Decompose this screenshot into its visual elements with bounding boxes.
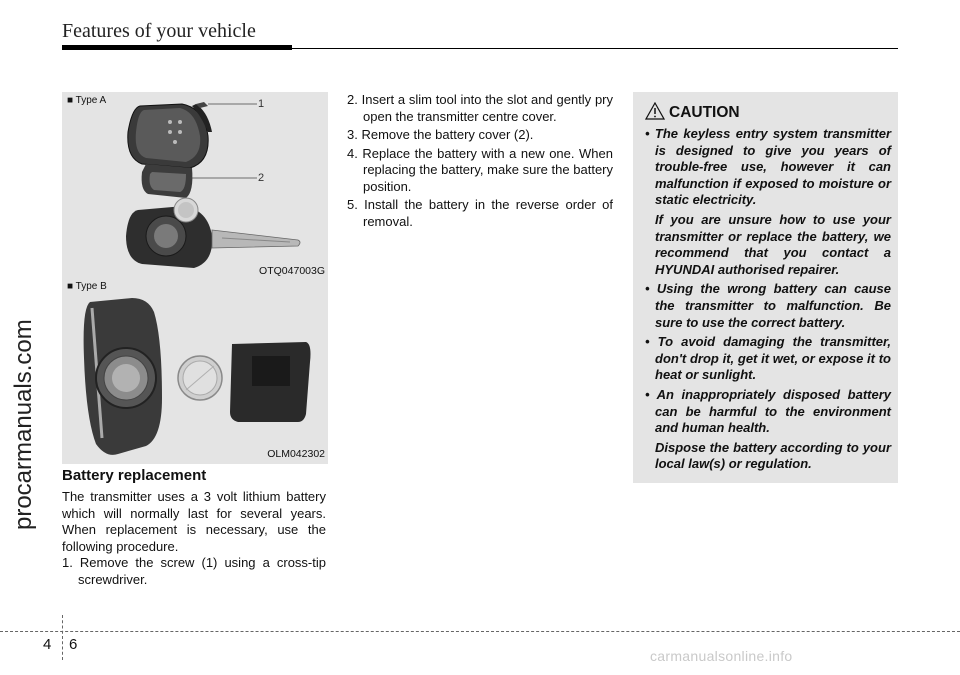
footer-divider (62, 615, 63, 660)
step-item: 5. Install the battery in the reverse order of removal. (347, 197, 613, 229)
page-number: 6 (69, 636, 78, 653)
step-item: 2. Insert a slim tool into the slot and gently pry open the transmitter centre cover. (347, 92, 613, 124)
step-item: 4. Replace the battery with a new one. When replacing the battery, make sure the battery position. (347, 145, 613, 194)
caution-item-continued: If you are unsure how to use your transmitter or replace the battery, we recommend that you contact a HYUNDAI authorised repairer. (655, 211, 891, 277)
caution-box (633, 92, 898, 483)
figure-a-code: OTQ047003G (259, 265, 325, 277)
callout-1: 1 (258, 98, 265, 110)
section-heading: Battery replacement (62, 467, 207, 484)
caution-item: • An inappropriately disposed battery can be harmful to the environment and human health. (645, 386, 891, 436)
step-item: 3. Remove the battery cover (2). (347, 127, 534, 142)
header-thin-rule (292, 48, 898, 49)
figure-type-b (62, 278, 328, 464)
caution-item: • The keyless entry system transmitter is designed to give you years of trouble-free use, however it can malfunction if exposed to moisture or static electricity. (645, 126, 891, 208)
caution-item-continued: Dispose the battery according to your local law(s) or regulation. (655, 439, 891, 472)
figure-type-a-label: ■ Type A (67, 95, 107, 106)
header-thick-rule (62, 45, 292, 50)
key-fob-type-b-illustration (62, 278, 328, 464)
steps-list-left (62, 555, 326, 588)
footer-rule (0, 631, 960, 632)
watermark-text: procarmanuals.com (10, 319, 37, 530)
page-header-title: Features of your vehicle (62, 20, 256, 42)
warning-triangle-icon (645, 102, 665, 120)
step-item: 1. Remove the screw (1) using a cross-tip screwdriver. (62, 555, 326, 587)
figure-type-b-label: ■ Type B (67, 281, 107, 292)
footer-site-watermark: carmanualsonline.info (650, 648, 793, 664)
caution-item: • Using the wrong battery can cause the transmitter to malfunction. Be sure to use the correct battery. (645, 281, 891, 330)
page-section-number: 4 (43, 636, 52, 653)
figure-b-code: OLM042302 (267, 448, 325, 460)
caution-title: CAUTION (669, 104, 740, 121)
caution-list (641, 126, 891, 473)
steps-list-right (347, 92, 613, 232)
callout-2: 2 (258, 172, 265, 184)
caution-item: • To avoid damaging the transmitter, don't drop it, get it wet, or expose it to heat or sunlight. (645, 334, 891, 383)
watermark (0, 120, 40, 540)
figure-type-a (62, 92, 328, 278)
section-intro: The transmitter uses a 3 volt lithium battery which will normally last for several years. When replacement is necessary, use the following procedure. (62, 489, 326, 554)
key-fob-type-a-illustration (62, 92, 328, 278)
